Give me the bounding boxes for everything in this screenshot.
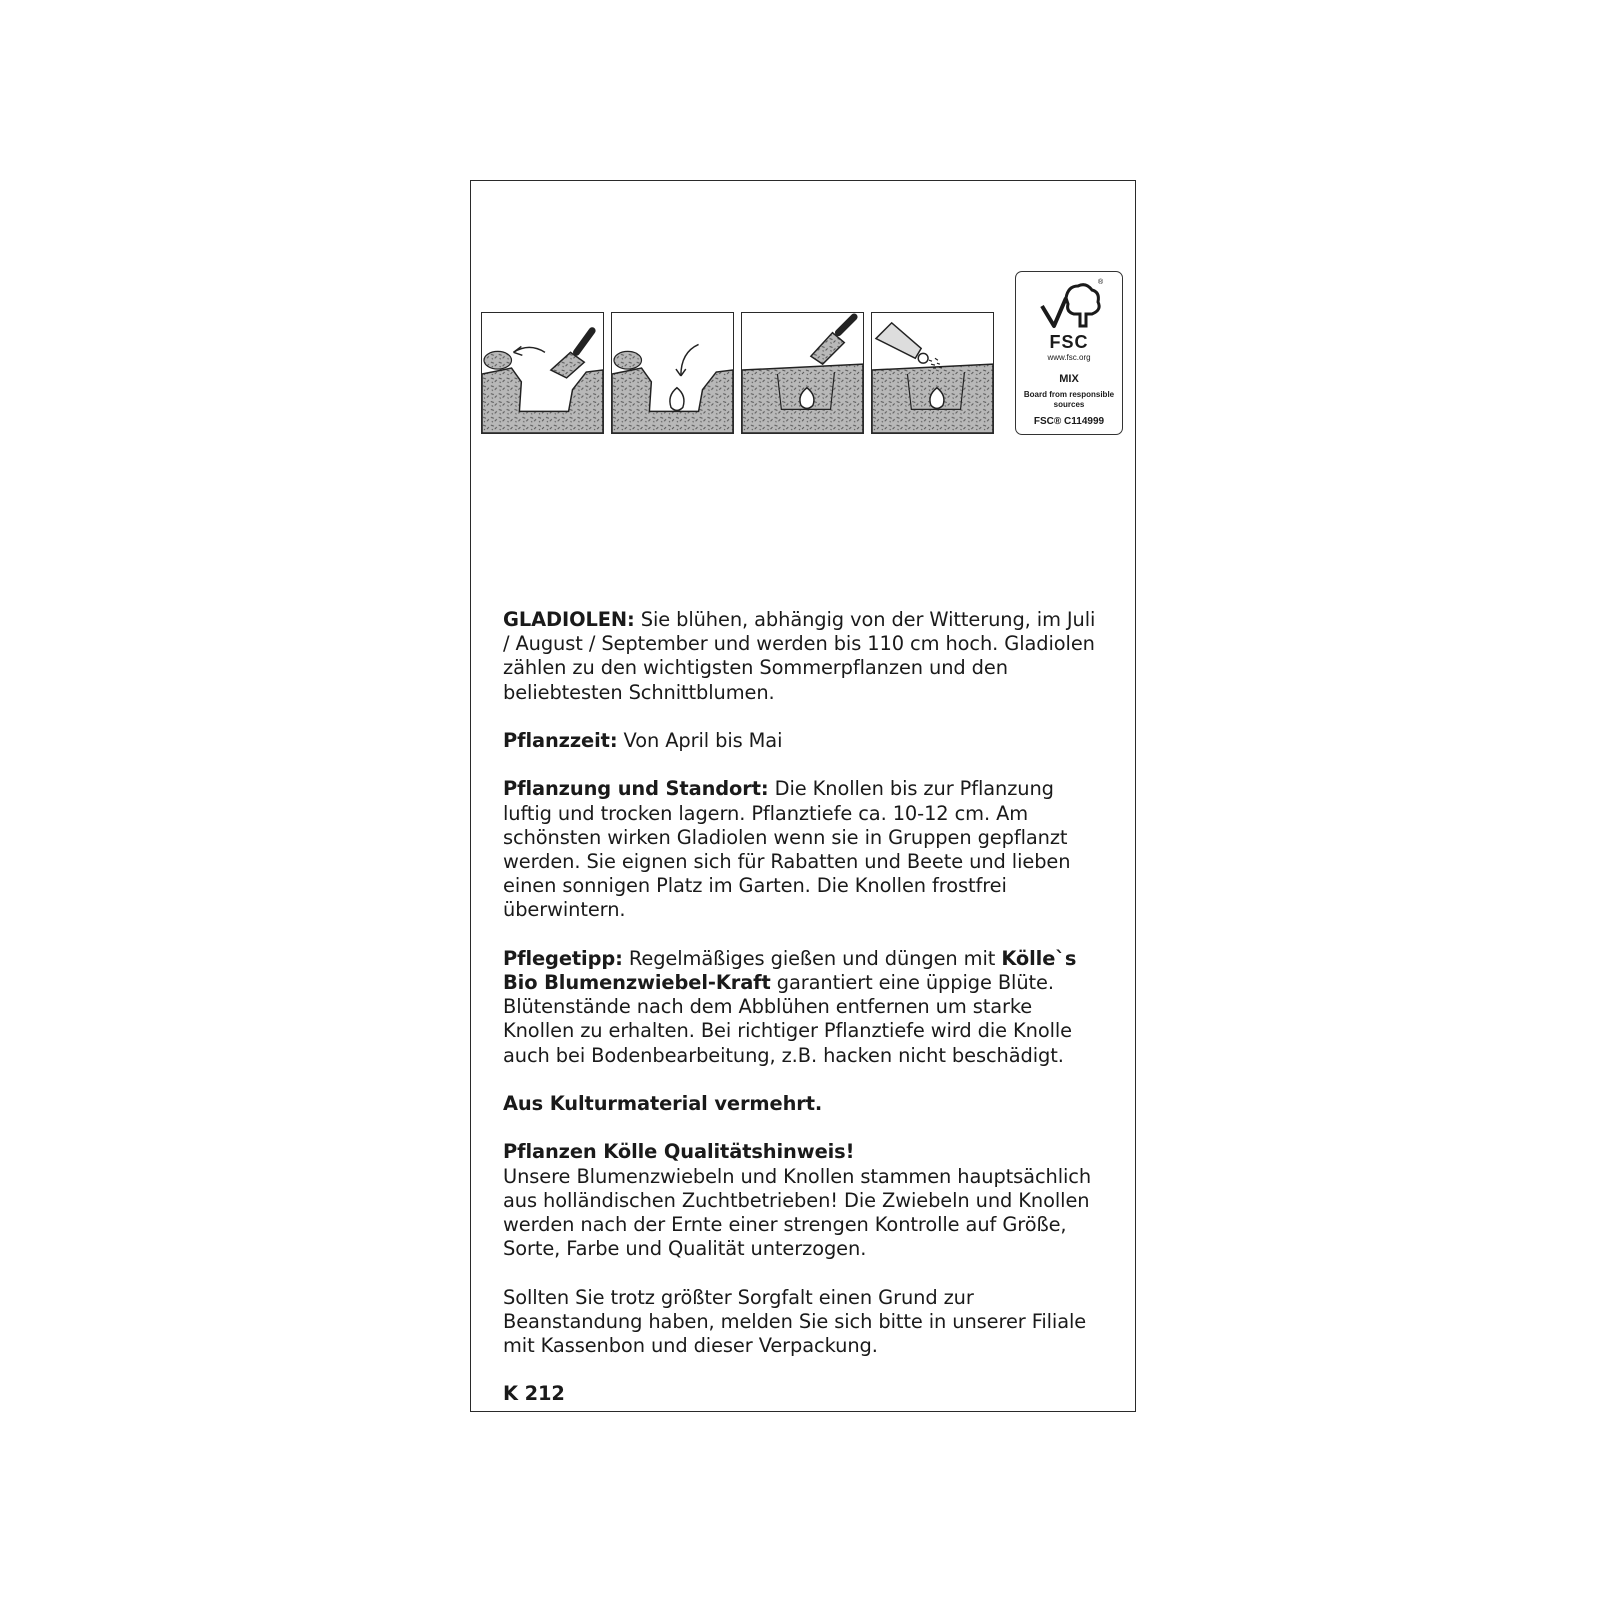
section-body: Sollten Sie trotz größter Sorgfalt einen Grund zur Beanstandung haben, melden Sie sich bitte in unserer Filiale mit Kassenbon und dieser Verpackung.: [503, 1285, 1087, 1357]
fsc-claim: Board from responsible sources: [1023, 390, 1115, 409]
dig-hole-trowel-icon: [481, 312, 604, 434]
section-body: Die Knollen bis zur Pflanzung luftig und trocken lagern. Pflanztiefe ca. 10-12 cm. Am schönsten wirken Gladiolen wenn sie in Gruppen gepflanzt werden. Sie eignen sich für Rabatten und Beete und lieben einen sonnigen Platz im Garten. Die Knollen frostfrei überwintern.: [503, 777, 1071, 922]
fsc-license-code: FSC® C114999: [1033, 416, 1105, 427]
fsc-mix-label: MIX: [1059, 373, 1079, 385]
section-heading: Pflegetipp:: [503, 946, 623, 970]
article-code-text: K 212: [503, 1382, 565, 1406]
section-gladiolen: [503, 608, 1103, 705]
product-name: Kölle`s Bio Blumenzwiebel-Kraft: [503, 946, 1077, 994]
section-standort: [503, 777, 1103, 922]
fsc-name: FSC: [1049, 332, 1089, 352]
fsc-certification-label: [1015, 271, 1123, 435]
section-body: Unsere Blumenzwiebeln und Knollen stammen hauptsächlich aus holländischen Zuchtbetrieben! Die Zwiebeln und Knollen werden nach der Ernte einer strengen Kontrolle auf Größe, Sorte, Farbe und Qualität unterzogen.: [503, 1164, 1092, 1261]
section-kultur: [503, 1092, 1103, 1116]
section-body: Regelmäßiges gießen und düngen mit: [622, 946, 1002, 970]
section-pflanzzeit: [503, 729, 1103, 753]
water-can-icon: [871, 312, 994, 434]
article-code: [503, 1382, 1103, 1406]
svg-text:®: ®: [1098, 279, 1104, 286]
cover-soil-trowel-icon: [741, 312, 864, 434]
product-card: [470, 180, 1136, 1412]
section-heading: Pflanzung und Standort:: [503, 777, 769, 801]
section-pflegetipp: [503, 947, 1103, 1068]
section-body: Von April bis Mai: [617, 729, 783, 752]
section-beanstandung: [503, 1286, 1103, 1359]
section-body: Sie blühen, abhängig von der Witterung, im Juli / August / September und werden bis 110 cm hoch. Gladiolen zählen zu den wichtigsten Sommerpflanzen und den beliebtesten Schnittblumen.: [503, 608, 1096, 704]
section-body: garantiert eine üppige Blüte. Blütenstände nach dem Abblühen entfernen um starke Knollen zu erhalten. Bei richtiger Pflanztiefe wird die Knolle auch bei Bodenbearbeitung, z.B. hacken nicht beschädigt.: [503, 971, 1072, 1067]
product-description: [503, 608, 1103, 1431]
section-heading: Pflanzen Kölle Qualitätshinweis!: [503, 1140, 855, 1164]
fsc-website: www.fsc.org: [1047, 353, 1091, 362]
section-qualitaet: [503, 1140, 1103, 1261]
section-heading: Aus Kulturmaterial vermehrt.: [503, 1092, 823, 1115]
section-heading: GLADIOLEN:: [503, 608, 635, 631]
section-heading: Pflanzzeit:: [503, 729, 618, 752]
place-bulb-icon: [611, 312, 734, 434]
